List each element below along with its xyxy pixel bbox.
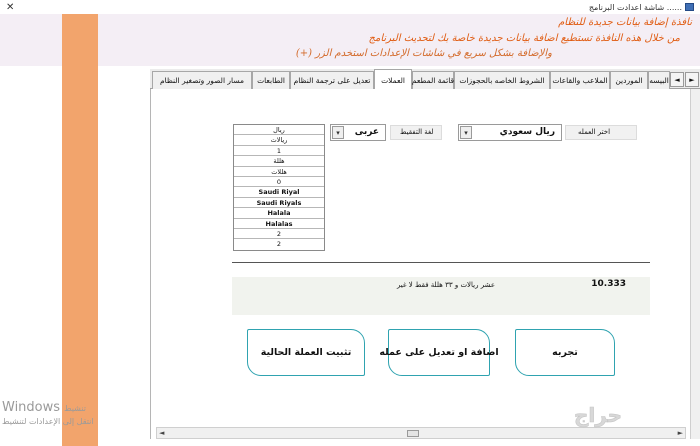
- amount-in-words: عشر ريالات و ٣٣ هللة فقط لا غير: [396, 281, 495, 289]
- fix-current-currency-button[interactable]: تثبيت العملة الحالية: [247, 329, 365, 376]
- spelling-language-select[interactable]: [330, 124, 386, 141]
- table-cell[interactable]: هللة: [234, 156, 324, 166]
- table-cell[interactable]: 0: [234, 177, 324, 187]
- currencies-panel: [150, 89, 690, 439]
- currency-select[interactable]: [458, 124, 562, 141]
- test-amount: 10.333: [591, 279, 626, 289]
- notice-heading: نافذة إضافة بيانات جديدة للنظام: [558, 17, 692, 28]
- tab-label: مسار الصور وتصغير النظام: [159, 76, 245, 85]
- table-cell[interactable]: Saudi Riyals: [234, 198, 324, 208]
- window-title: ...... شاشة اعدادت البرنامج: [588, 2, 682, 12]
- logo-text: حراج: [573, 404, 623, 427]
- table-cell[interactable]: 1: [234, 146, 324, 156]
- tab-strip: [150, 69, 700, 89]
- currency-select-value: ريال سعودي: [499, 127, 555, 137]
- divider: [232, 262, 650, 263]
- test-button[interactable]: تجربه: [515, 329, 615, 376]
- tab-printers[interactable]: [252, 71, 290, 89]
- tab-suppliers[interactable]: [610, 71, 648, 89]
- watermark-prefix: تنشيط: [64, 404, 86, 413]
- tab-currencies[interactable]: [374, 69, 412, 90]
- tab-label: البيسه: [649, 76, 669, 85]
- table-cell[interactable]: هللات: [234, 167, 324, 177]
- tab-label: قائمة المطعم: [411, 76, 455, 85]
- left-margin: [0, 66, 62, 446]
- info-notice: [0, 14, 700, 66]
- scroll-right-icon[interactable]: ►: [677, 429, 683, 437]
- tab-label: الموردين: [615, 76, 643, 85]
- windows-activation-watermark: [2, 400, 86, 415]
- horizontal-scrollbar[interactable]: [156, 427, 686, 439]
- tab-courts-halls[interactable]: [550, 71, 610, 89]
- tab-translation[interactable]: [290, 71, 374, 89]
- tab-label: العملات: [381, 75, 405, 85]
- table-cell[interactable]: Saudi Riyal: [234, 187, 324, 197]
- tab-booking-terms[interactable]: [454, 71, 550, 89]
- table-cell[interactable]: ريالات: [234, 135, 324, 145]
- spelling-result-box: [232, 277, 650, 315]
- chevron-down-icon[interactable]: ▾: [460, 126, 472, 139]
- table-cell[interactable]: ريال: [234, 125, 324, 135]
- currency-details-table: [233, 124, 325, 251]
- chevron-down-icon[interactable]: ▾: [332, 126, 344, 139]
- watermark-subtitle: انتقل إلى الإعدادات لتنشيط: [2, 417, 94, 426]
- table-cell[interactable]: 2: [234, 229, 324, 239]
- watermark-title: Windows: [2, 400, 61, 415]
- scroll-left-icon[interactable]: ◄: [159, 429, 165, 437]
- tab-label: الطابعات: [257, 76, 285, 85]
- currency-label: اختر العمله: [578, 128, 611, 136]
- title-bar: [0, 0, 700, 14]
- close-icon[interactable]: ✕: [6, 2, 15, 13]
- vertical-scrollbar[interactable]: [690, 89, 700, 439]
- tab-restaurant-menu[interactable]: [412, 71, 454, 89]
- side-panel: [62, 14, 98, 446]
- spelling-language-label: لغة التفقيط: [400, 128, 434, 136]
- tab-scroll-left-icon[interactable]: ◄: [670, 72, 684, 87]
- add-edit-currency-button[interactable]: اضافة او تعديل على عمله: [388, 329, 490, 376]
- tab-scroll-right-icon[interactable]: ►: [685, 72, 699, 87]
- tab-partial[interactable]: [648, 71, 670, 89]
- table-cell[interactable]: Halalas: [234, 219, 324, 229]
- tab-label: الشروط الخاصه بالحجوزات: [459, 76, 545, 85]
- tab-image-paths[interactable]: [152, 71, 252, 89]
- spelling-language-value: عربى: [354, 127, 379, 137]
- app-icon: [685, 3, 694, 11]
- scroll-thumb[interactable]: [407, 430, 419, 437]
- notice-description: من خلال هذه النافذة تستطيع اضافة بيانات جديدة خاصة بك لتحديث البرنامج: [368, 33, 680, 44]
- tab-label: الملاعب والقاعات: [552, 76, 608, 85]
- haraj-logo: [528, 404, 668, 428]
- tab-label: تعديل على ترجمة النظام: [293, 76, 371, 85]
- table-cell[interactable]: 2: [276, 240, 282, 249]
- notice-hint: والإضافة بشكل سريع في شاشات الإعدادات استخدم الزر (+): [295, 48, 552, 59]
- table-cell[interactable]: Halala: [234, 208, 324, 218]
